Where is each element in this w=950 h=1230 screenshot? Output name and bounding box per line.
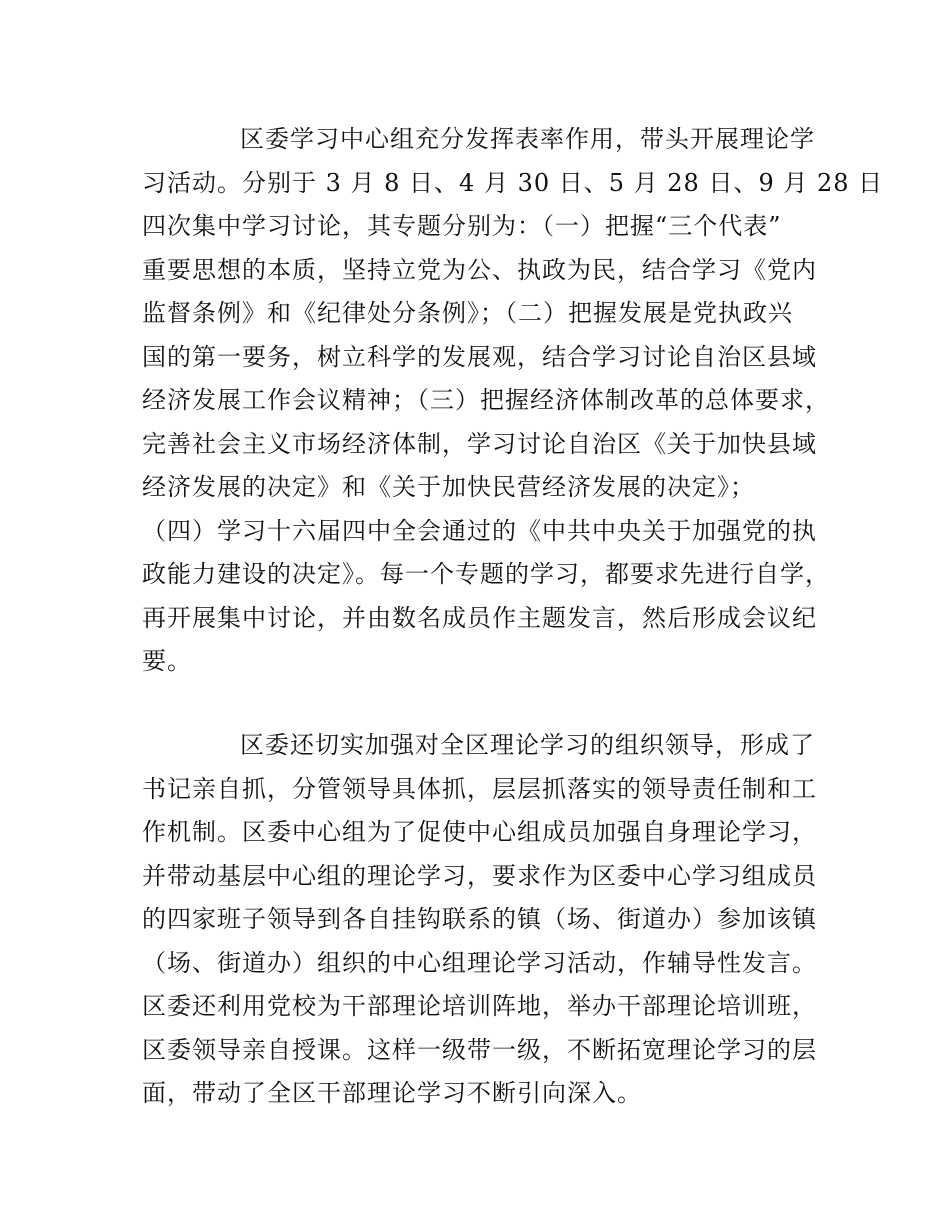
text-line: 区委还切实加强对全区理论学习的组织领导，形成了	[240, 731, 815, 759]
text-line: 要。	[142, 647, 192, 675]
text-line: 四次集中学习讨论，其专题分别为：（一）把握“三个代表”	[142, 212, 782, 240]
text-line: 经济发展的决定》和《关于加快民营经济发展的决定》；	[142, 473, 755, 501]
text-line: 政能力建设的决定》。每一个专题的学习，都要求先进行自学，	[142, 560, 830, 588]
text-line: 重要思想的本质，坚持立党为公、执政为民，结合学习《党内	[142, 256, 817, 284]
text-line: （四）学习十六届四中全会通过的《中共中央关于加强党的执	[142, 517, 817, 545]
text-line: 国的第一要务，树立科学的发展观，结合学习讨论自治区县域	[142, 343, 817, 371]
text-line: 区委领导亲自授课。这样一级带一级，不断拓宽理论学习的层	[142, 1036, 817, 1064]
text-line: 习活动。分别于 3 月 8 日、4 月 30 日、5 月 28 日、9 月 28 日	[142, 169, 884, 197]
text-line: 完善社会主义市场经济体制，学习讨论自治区《关于加快县域	[142, 430, 817, 458]
text-line: 面，带动了全区干部理论学习不断引向深入。	[142, 1079, 642, 1107]
text-line: （场、街道办）组织的中心组理论学习活动，作辅导性发言。	[142, 949, 817, 977]
text-line: 的四家班子领导到各自挂钩联系的镇（场、街道办）参加该镇	[142, 905, 817, 933]
text-line: 并带动基层中心组的理论学习，要求作为区委中心学习组成员	[142, 862, 817, 890]
text-line: 区委学习中心组充分发挥表率作用，带头开展理论学	[240, 125, 815, 153]
text-line: 监督条例》和《纪律处分条例》；（二）把握发展是党执政兴	[142, 299, 793, 327]
text-line: 经济发展工作会议精神；（三）把握经济体制改革的总体要求，	[142, 386, 830, 414]
text-line: 书记亲自抓，分管领导具体抓，层层抓落实的领导责任制和工	[142, 775, 817, 803]
text-line: 区委还利用党校为干部理论培训阵地，举办干部理论培训班，	[142, 992, 817, 1020]
text-line: 作机制。区委中心组为了促使中心组成员加强自身理论学习，	[142, 818, 817, 846]
text-line: 再开展集中讨论，并由数名成员作主题发言，然后形成会议纪	[142, 604, 817, 632]
